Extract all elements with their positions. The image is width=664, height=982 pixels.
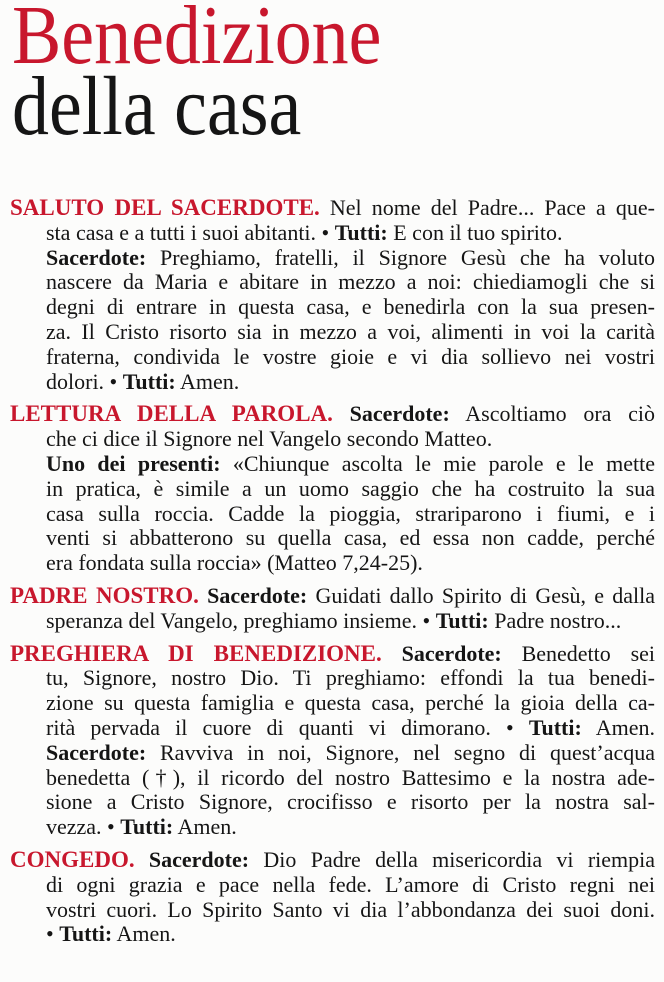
text-line xyxy=(10,922,655,947)
text-line xyxy=(10,477,655,502)
text-line xyxy=(10,526,655,551)
text-run: Amen. xyxy=(180,368,240,394)
section-saluto-del-sacerdote xyxy=(10,196,655,394)
text-line xyxy=(10,873,655,898)
text-line xyxy=(10,427,655,452)
text-line xyxy=(10,246,655,271)
text-run: sta casa e a tutti i suoi abitanti. • xyxy=(46,219,330,245)
text-run: venti si abbatterono su quella casa, ed essa non cadde, perché xyxy=(46,525,655,551)
text-line xyxy=(10,370,655,395)
section-heading: SALUTO DEL SACERDOTE. xyxy=(10,195,320,220)
text-run: rità pervada il cuore di quanti vi dimorano. • xyxy=(46,714,514,740)
text-run: Ascoltiamo ora ciò xyxy=(465,401,655,427)
text-line xyxy=(10,815,655,840)
text-run: Padre nostro... xyxy=(494,607,622,633)
text-run: Amen. xyxy=(116,921,176,947)
section-heading: PADRE NOSTRO. xyxy=(10,582,199,608)
speaker-label: Sacerdote: xyxy=(207,582,308,608)
text-run: tu, Signore, nostro Dio. Ti preghiamo: effondi la tua benedi- xyxy=(46,665,655,691)
text-line xyxy=(10,716,655,741)
text-line xyxy=(10,551,655,576)
text-line xyxy=(10,270,655,295)
text-run: vezza. • xyxy=(46,814,115,840)
text-run: Benedetto sei xyxy=(521,640,656,666)
text-line xyxy=(10,345,655,370)
speaker-label: Tutti: xyxy=(122,368,176,394)
text-run: Guidati dallo Spirito di Gesù, e dalla xyxy=(315,582,655,608)
document-body xyxy=(10,196,655,947)
text-line xyxy=(10,402,655,427)
text-run: degni di entrare in questa casa, e benedirla con la sua presen- xyxy=(46,294,655,320)
text-line xyxy=(10,609,655,634)
text-line xyxy=(10,642,655,667)
section-heading: LETTURA DELLA PAROLA. xyxy=(10,401,333,427)
speaker-label: Sacerdote: xyxy=(349,401,450,427)
section-congedo xyxy=(10,848,655,947)
text-line xyxy=(10,666,655,691)
text-line xyxy=(10,221,655,246)
section-preghiera-di-benedizione xyxy=(10,642,655,840)
text-line xyxy=(10,691,655,716)
text-run: dolori. • xyxy=(46,368,118,394)
text-line xyxy=(10,790,655,815)
speaker-label: Tutti: xyxy=(435,607,489,633)
speaker-label: Tutti: xyxy=(334,219,388,245)
text-run: casa sulla roccia. Cadde la pioggia, strariparono i fiumi, e i xyxy=(46,500,655,526)
text-line xyxy=(10,502,655,527)
text-run: che ci dice il Signore nel Vangelo secondo Matteo. xyxy=(46,426,493,452)
speaker-label: Tutti: xyxy=(120,814,174,840)
text-line xyxy=(10,766,655,791)
speaker-label: Sacerdote: xyxy=(46,244,147,270)
text-run: Nel nome del Padre... Pace a que- xyxy=(329,195,656,220)
text-run: era fondata sulla roccia» (Matteo 7,24-25). xyxy=(46,550,423,576)
text-run: Dio Padre della misericordia vi riempia xyxy=(263,846,656,872)
text-line xyxy=(10,898,655,923)
speaker-label: Tutti: xyxy=(59,921,113,947)
section-padre-nostro xyxy=(10,584,655,634)
speaker-label: Tutti: xyxy=(528,714,582,740)
text-run: «Chiunque ascolta le mie parole e le mette xyxy=(232,450,655,476)
text-line xyxy=(10,848,655,873)
text-run: speranza del Vangelo, preghiamo insieme. • xyxy=(46,607,431,633)
speaker-label: Uno dei presenti: xyxy=(46,450,221,476)
text-run: Preghiamo, fratelli, il Signore Gesù che ha voluto xyxy=(160,244,656,270)
text-run: Amen. xyxy=(595,714,656,740)
section-lettura-della-parola xyxy=(10,402,655,576)
text-line xyxy=(10,295,655,320)
section-heading: PREGHIERA DI BENEDIZIONE. xyxy=(10,640,382,666)
text-line xyxy=(10,196,655,221)
text-run: Ravviva in noi, Signore, nel segno di quest’acqua xyxy=(160,739,655,765)
text-run: in pratica, è simile a un uomo saggio che ha costruito la sua xyxy=(46,475,655,501)
page-title: Benedizione xyxy=(12,0,382,82)
text-run: nascere da Maria e abitare in mezzo a noi: chiediamogli che si xyxy=(46,269,655,295)
speaker-label: Sacerdote: xyxy=(148,846,250,872)
text-run: di ogni grazia e pace nella fede. L’amore di Cristo regni nei xyxy=(46,871,655,897)
speaker-label: Sacerdote: xyxy=(401,640,502,666)
text-run: fraterna, condivida le vostre gioie e vi dia sollievo nei vostri xyxy=(46,343,655,369)
text-line xyxy=(10,741,655,766)
text-run: Amen. xyxy=(177,814,237,840)
text-run: vostri cuori. Lo Spirito Santo vi dia l’abbondanza dei suoi doni. xyxy=(46,896,655,922)
speaker-label: Sacerdote: xyxy=(46,739,147,765)
text-run: E con il tuo spirito. xyxy=(393,219,563,245)
text-run: • xyxy=(46,921,54,947)
text-line xyxy=(10,320,655,345)
text-run: benedetta (†), il ricordo del nostro Battesimo e la nostra ade- xyxy=(46,764,655,790)
section-heading: CONGEDO. xyxy=(10,846,135,872)
text-run: za. Il Cristo risorto sia in mezzo a voi, alimenti in voi la carità xyxy=(46,318,655,344)
text-line xyxy=(10,452,655,477)
text-line xyxy=(10,584,655,609)
page-subtitle: della casa xyxy=(12,60,302,153)
text-run: sione a Cristo Signore, crocifisso e risorto per la nostra sal- xyxy=(46,789,655,815)
text-run: zione su questa famiglia e questa casa, perché la gioia della ca- xyxy=(46,690,655,716)
